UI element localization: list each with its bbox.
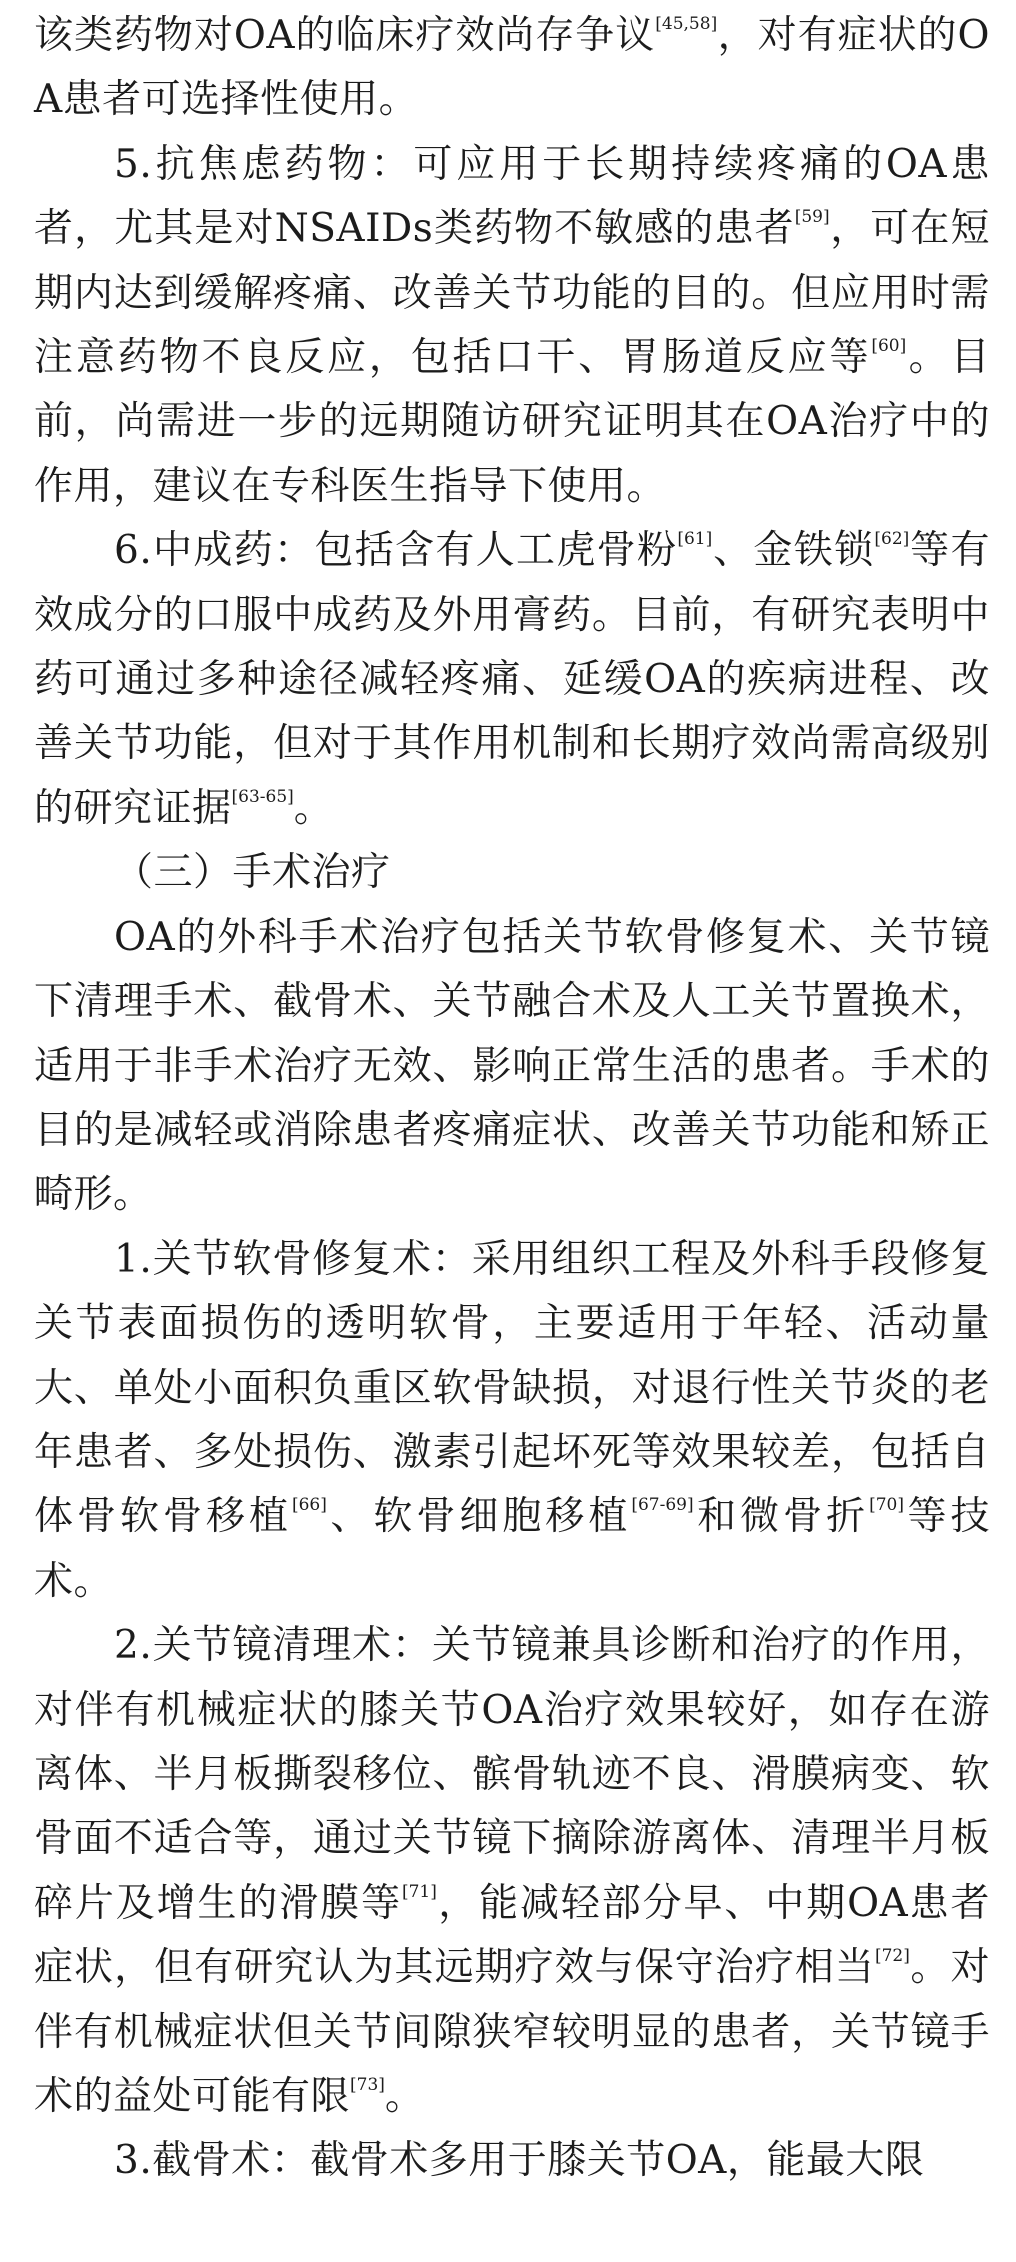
citation-reference: [66]	[291, 1495, 327, 1516]
citation-reference: [72]	[874, 1946, 910, 1967]
citation-reference: [62]	[874, 529, 910, 550]
paragraph-text: 该类药物对OA的临床疗效尚存争议	[34, 13, 656, 58]
body-paragraph	[34, 133, 990, 519]
paragraph-text: 。	[384, 2074, 425, 2119]
paragraph-text: 等技术。	[34, 1494, 990, 1604]
paragraph-text: 。	[293, 785, 334, 831]
citation-reference: [60]	[871, 336, 907, 357]
body-paragraph	[34, 4, 990, 133]
body-paragraph	[34, 841, 990, 905]
paragraph-text: 等有效成分的口服中成药及外用膏药。目前，有研究表明中药可通过多种途径减轻疼痛、延缓OA的疾病进程、改善关节功能，但对于其作用机制和长期疗效尚需高级别的研究证据	[34, 528, 990, 831]
citation-reference: [67-69]	[631, 1495, 694, 1516]
paragraph-text: （三）手术治疗	[114, 850, 391, 896]
body-paragraph	[34, 1228, 990, 1614]
citation-reference: [59]	[794, 207, 830, 228]
citation-reference: [71]	[401, 1881, 437, 1902]
citation-reference: [45,58]	[655, 14, 718, 34]
paragraph-text: 、金铁锁	[712, 528, 875, 574]
paragraph-text: 和微骨折	[693, 1494, 870, 1540]
citation-reference: [73]	[350, 2075, 385, 2095]
citation-reference: [61]	[677, 529, 713, 550]
paragraph-text: 、软骨细胞移植	[326, 1494, 632, 1540]
paragraph-text: 3.截骨术：截骨术多用于膝关节OA，能最大限	[114, 2138, 925, 2184]
paragraph-text: 。目前，尚需进一步的远期随访研究证明其在OA治疗中的作用，建议在专科医生指导下使用。	[34, 335, 990, 509]
paragraph-text: OA的外科手术治疗包括关节软骨修复术、关节镜下清理手术、截骨术、关节融合术及人工关节置换术，适用于非手术治疗无效、影响正常生活的患者。手术的目的是减轻或消除患者疼痛症状、改善关节功能和矫正畸形。	[34, 914, 990, 1218]
paragraph-text: 2.关节镜清理术：关节镜兼具诊断和治疗的作用，对伴有机械症状的膝关节OA治疗效果较好，如存在游离体、半月板撕裂移位、髌骨轨迹不良、滑膜病变、软骨面不适合等，通过关节镜下摘除游离体、清理半月板碎片及增生的滑膜等	[34, 1623, 990, 1926]
paragraph-text: ，对有症状的OA患者可选择性使用。	[34, 13, 990, 123]
body-paragraph	[34, 519, 990, 841]
paragraph-text: 1.关节软骨修复术：采用组织工程及外科手段修复关节表面损伤的透明软骨，主要适用于年轻、活动量大、单处小面积负重区软骨缺损，对退行性关节炎的老年患者、多处损伤、激素引起坏死等效果较差，包括自体骨软骨移植	[34, 1236, 990, 1540]
paragraph-text: 6.中成药：包括含有人工虎骨粉	[114, 528, 678, 574]
paragraph-text: ，可在短期内达到缓解疼痛、改善关节功能的目的。但应用时需注意药物不良反应，包括口干、胃肠道反应等	[34, 206, 990, 381]
paragraph-text: 5.抗焦虑药物：可应用于长期持续疼痛的OA患者，尤其是对NSAIDs类药物不敏感的患者	[34, 141, 990, 252]
paragraph-text: ，能减轻部分早、中期OA患者症状，但有研究认为其远期疗效与保守治疗相当	[34, 1880, 990, 1991]
citation-reference: [63-65]	[231, 786, 294, 807]
paragraph-text: 。对伴有机械症状但关节间隙狭窄较明显的患者，关节镜手术的益处可能有限	[34, 1945, 990, 2119]
body-paragraph	[34, 906, 990, 1228]
body-paragraph	[34, 1614, 990, 2129]
citation-reference: [70]	[869, 1495, 904, 1516]
body-paragraph	[34, 2129, 990, 2193]
